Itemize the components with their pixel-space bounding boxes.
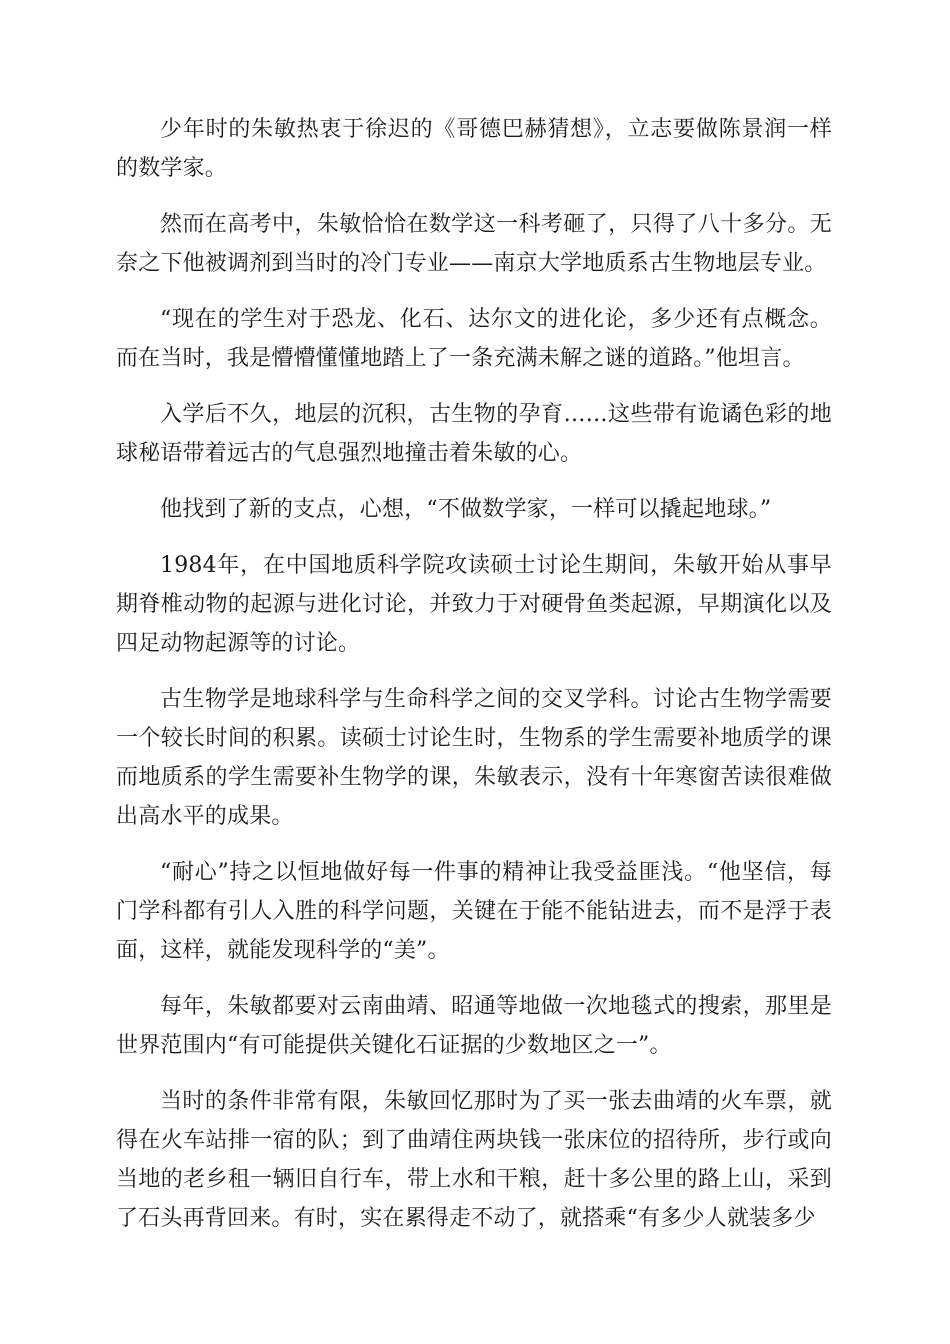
document-body [116, 110, 832, 1255]
paragraph-7: 古生物学是地球科学与生命科学之间的交叉学科。讨论古生物学需要一个较长时间的积累。读硕士讨论生时，生物系的学生需要补地质学的课而地质系的学生需要补生物学的课，朱敏表示，没有十年寒窗苦读很难做出高水平的成果。 [116, 687, 832, 829]
paragraph-3: “现在的学生对于恐龙、化石、达尔文的进化论，多少还有点概念。而在当时，我是懵懵懂懂地踏上了一条充满未解之谜的道路。”他坦言。 [116, 307, 832, 371]
paragraph-4: 入学后不久，地层的沉积，古生物的孕育……这些带有诡谲色彩的地球秘语带着远古的气息强烈地撞击着朱敏的心。 [116, 402, 832, 466]
paragraph-9: 每年，朱敏都要对云南曲靖、昭通等地做一次地毯式的搜索，那里是世界范围内“有可能提供关键化石证据的少数地区之一”。 [116, 994, 832, 1058]
paragraph-1: 少年时的朱敏热衷于徐迟的《哥德巴赫猜想》，立志要做陈景润一样的数学家。 [116, 117, 832, 181]
paragraph-5: 他找到了新的支点，心想，“不做数学家，一样可以撬起地球。” [160, 497, 772, 522]
paragraph-10: 当时的条件非常有限，朱敏回忆那时为了买一张去曲靖的火车票，就得在火车站排一宿的队；到了曲靖住两块钱一张床位的招待所，步行或向当地的老乡租一辆旧自行车，带上水和干粮，赶十多公里的路上山，采到了石头再背回来。有时，实在累得走不动了，就搭乘“有多少人就装多少 [116, 1089, 832, 1231]
paragraph-6: 1984年，在中国地质科学院攻读硕士讨论生期间，朱敏开始从事早期脊椎动物的起源与进化讨论，并致力于对硬骨鱼类起源，早期演化以及四足动物起源等的讨论。 [116, 553, 832, 656]
paragraph-8: “耐心”持之以恒地做好每一件事的精神让我受益匪浅。“他坚信，每门学科都有引人入胜的科学问题，关键在于能不能钻进去，而不是浮于表面，这样，就能发现科学的“美”。 [116, 860, 832, 963]
paragraph-2: 然而在高考中，朱敏恰恰在数学这一科考砸了，只得了八十多分。无奈之下他被调剂到当时的冷门专业——南京大学地质系古生物地层专业。 [116, 212, 832, 276]
